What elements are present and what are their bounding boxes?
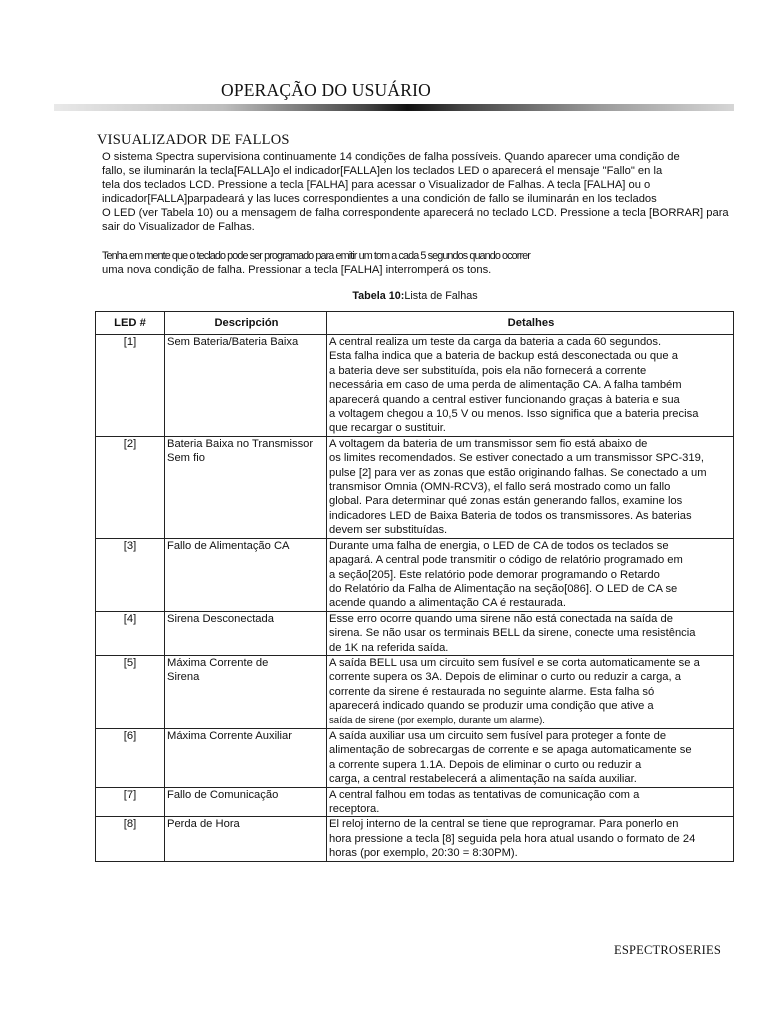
details-line: A central falhou em todas as tentativas de comunicação com a: [329, 788, 640, 801]
paragraph-line: O sistema Spectra supervisiona continuamente 14 condições de falha possíveis. Quando aparecer uma condição de: [102, 151, 680, 163]
details-line: Esse erro ocorre quando uma sirene não está conectada na saída de: [329, 612, 673, 625]
details-cell: [327, 538, 734, 611]
description-cell: [165, 335, 327, 437]
paragraph-line: Tenha em mente que o teclado pode ser programado para emitir um tom a cada 5 segundos quando ocorrer: [102, 250, 530, 262]
details-cell: [327, 436, 734, 538]
details-line: os limites recomendados. Se estiver conectado a um transmissor SPC-319,: [329, 452, 704, 465]
details-line: a seção[205]. Este relatório pode demorar programando o Retardo: [329, 568, 660, 581]
details-line: A saída auxiliar usa um circuito sem fusível para proteger a fonte de: [329, 729, 667, 742]
led-cell: [96, 655, 165, 728]
description-line: Bateria Baixa no Transmissor: [167, 437, 314, 450]
details-line: devem ser substituídas.: [329, 524, 448, 537]
details-cell: [327, 728, 734, 787]
details-cell: [327, 335, 734, 437]
details-cell: [327, 787, 734, 817]
description-line: Máxima Corrente Auxiliar: [167, 729, 292, 742]
details-line: hora pressione a tecla [8] seguida pela hora atual usando o formato de 24: [329, 832, 696, 845]
description-cell: [165, 538, 327, 611]
details-line: apagará. A central pode transmitir o código de relatório programado em: [329, 554, 683, 567]
table-row: [96, 728, 734, 787]
description-cell: [165, 436, 327, 538]
paragraph-line: tela dos teclados LCD. Pressione a tecla [FALHA] para acessar o Visualizador de Falhas. A tecla [FALHA] ou o: [102, 178, 651, 191]
details-line: a bateria deve ser substituída, pois ela não fornecerá a corrente: [329, 364, 647, 377]
description-line: Sem fio: [167, 452, 205, 465]
details-line: aparecerá indicado quando se produzir uma condição que ative a: [329, 700, 654, 713]
description-line: Perda de Hora: [167, 818, 240, 831]
paragraph-line: sair do Visualizador de Falhas.: [102, 220, 255, 233]
details-line: indicadores LED de Baixa Bateria de todos os transmissores. As baterias: [329, 509, 692, 522]
details-line: global. Para determinar qué zonas están generando fallos, examine los: [329, 495, 683, 508]
details-line: A central realiza um teste da carga da bateria a cada 60 segundos.: [329, 336, 662, 348]
table-row: [96, 655, 734, 728]
details-cell: [327, 817, 734, 861]
description-line: Fallo de Comunicação: [167, 788, 279, 801]
table-body: [96, 335, 734, 862]
description-cell: [165, 728, 327, 787]
description-line: Sirena Desconectada: [167, 612, 274, 625]
description-cell: [165, 611, 327, 655]
details-line: pulse [2] para ver as zonas que estão originando falhas. Se conectado a um: [329, 466, 707, 479]
details-line: acende quando a alimentação CA é restaurada.: [329, 597, 566, 610]
led-number: [1]: [123, 336, 137, 348]
description-line: Máxima Corrente de: [167, 656, 269, 669]
led-number: [4]: [123, 612, 137, 625]
table-caption-text: Lista de Falhas: [404, 290, 478, 302]
led-number: [8]: [123, 818, 137, 831]
led-cell: [96, 538, 165, 611]
paragraph-line: uma nova condição de falha. Pressionar a tecla [FALHA] interromperá os tons.: [102, 263, 492, 276]
details-line: corrente supera os 3A. Depois de eliminar o curto ou reduzir a carga, a: [329, 671, 681, 684]
led-number: [5]: [123, 656, 137, 669]
paragraph-line: indicador[FALLA]parpadeará y las luces correspondientes a una condición de fallo se iluminarán en los teclados: [102, 192, 657, 205]
page-title: OPERAÇÃO DO USUÁRIO: [221, 80, 431, 100]
details-line: que recargar o sustituir.: [329, 422, 446, 435]
details-cell: [327, 655, 734, 728]
led-cell: [96, 335, 165, 437]
description-cell: [165, 655, 327, 728]
footer-brand: ESPECTROSERIES: [614, 943, 721, 957]
led-cell: [96, 611, 165, 655]
description-cell: [165, 817, 327, 861]
details-line: Durante uma falha de energia, o LED de CA de todos os teclados se: [329, 539, 669, 552]
table-row: [96, 436, 734, 538]
details-line: saída de sirene (por exemplo, durante um alarme).: [329, 714, 545, 726]
led-cell: [96, 787, 165, 817]
header-details: Detalhes: [327, 312, 734, 335]
table-header-row: [96, 312, 734, 335]
details-line: horas (por exemplo, 20:30 = 8:30PM).: [329, 847, 518, 860]
led-number: [6]: [123, 729, 137, 742]
led-cell: [96, 817, 165, 861]
details-line: a corrente supera 1.1A. Depois de eliminar o curto ou reduzir a: [329, 758, 642, 771]
paragraph-line: fallo, se iluminarán la tecla[FALLA]o el indicador[FALLA]en los teclados LED o aparecerá el mensaje "Fallo" en la: [102, 164, 663, 177]
section-heading: VISUALIZADOR DE FALLOS: [97, 132, 290, 148]
details-line: aparecerá quando a central estiver funcionando graças à bateria e sua: [329, 393, 680, 406]
details-line: alimentação de sobrecargas de corrente e se apaga automaticamente se: [329, 744, 692, 757]
details-line: A voltagem da bateria de um transmissor sem fio está abaixo de: [329, 437, 648, 450]
description-cell: [165, 787, 327, 817]
details-line: Esta falha indica que a bateria de backup está desconectada ou que a: [329, 350, 678, 363]
details-line: El reloj interno de la central se tiene que reprogramar. Para ponerlo en: [329, 818, 679, 831]
header-led: LED #: [96, 312, 165, 335]
led-cell: [96, 436, 165, 538]
table-caption: [0, 290, 768, 302]
table-row: [96, 538, 734, 611]
details-line: receptora.: [329, 803, 380, 815]
details-line: A saída BELL usa um circuito sem fusível e se corta automaticamente se a: [329, 656, 700, 669]
led-number: [2]: [123, 437, 137, 450]
led-cell: [96, 728, 165, 787]
led-number: [7]: [123, 788, 137, 801]
details-line: do Relatório da Falha de Alimentação na seção[086]. O LED de CA se: [329, 582, 678, 595]
table-row: [96, 787, 734, 817]
details-line: a voltagem chegou a 10,5 V ou menos. Isso significa que a bateria precisa: [329, 408, 699, 421]
table-row: [96, 611, 734, 655]
description-line: Sem Bateria/Bateria Baixa: [167, 336, 299, 348]
details-line: sirena. Se não usar os terminais BELL da sirene, conecte uma resistência: [329, 627, 696, 640]
details-line: necessária em caso de uma perda de alimentação CA. A falha também: [329, 379, 682, 392]
details-line: transmisor Omnia (OMN-RCV3), el fallo será mostrado como un fallo: [329, 481, 671, 494]
table-row: [96, 335, 734, 437]
note-paragraph: [102, 250, 742, 278]
paragraph-line: O LED (ver Tabela 10) ou a mensagem de falha correspondente aparecerá no teclado LCD. Pressione a tecla [BORRAR] para: [102, 206, 729, 219]
fault-list-table: [95, 311, 734, 862]
details-line: de 1K na referida saída.: [329, 641, 449, 654]
details-line: corrente da sirene é restaurada no seguinte alarme. Esta falha só: [329, 685, 655, 698]
table-caption-label: Tabela 10:: [352, 290, 405, 302]
title-rule-divider: [54, 104, 734, 111]
description-line: Fallo de Alimentação CA: [167, 539, 290, 552]
details-line: carga, a central restabelecerá a alimentação na saída auxiliar.: [329, 773, 637, 786]
table-row: [96, 817, 734, 861]
header-description: Descripción: [165, 312, 327, 335]
description-line: Sirena: [167, 671, 200, 684]
led-number: [3]: [123, 539, 137, 552]
details-cell: [327, 611, 734, 655]
intro-paragraph: [102, 151, 742, 234]
